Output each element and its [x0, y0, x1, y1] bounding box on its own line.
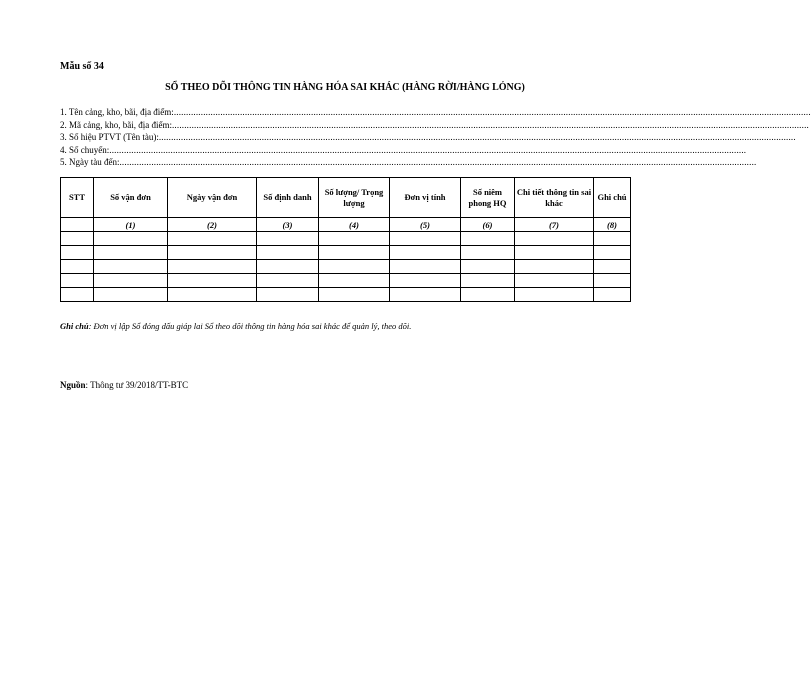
column-header: Ngày vận đơn [168, 178, 257, 218]
column-header: Ghi chú [594, 178, 631, 218]
column-number: (4) [319, 218, 390, 232]
source-text: : Thông tư 39/2018/TT-BTC [85, 380, 189, 390]
field-label: 2. Mã cảng, kho, bãi, địa điểm: [60, 119, 172, 130]
note-label: Ghi chú [60, 321, 89, 331]
dotted-line: .................................................................................................................................................................................................................................................................... [173, 107, 811, 118]
column-number: (2) [168, 218, 257, 232]
discrepancy-table [60, 177, 631, 302]
note-text: : Đơn vị lập Sổ đóng dấu giáp lai Sổ theo dõi thông tin hàng hóa sai khác để quản lý, theo dõi. [88, 321, 412, 331]
column-header: STT [61, 178, 94, 218]
column-number: (5) [390, 218, 461, 232]
note [60, 321, 630, 331]
column-header: Số định danh [257, 178, 319, 218]
field-voyage-number [60, 143, 747, 155]
table-row [61, 274, 631, 288]
source [60, 380, 188, 390]
discrepancy-table-wrap [60, 177, 630, 302]
info-fields [60, 106, 811, 168]
table-row [61, 246, 631, 260]
dotted-line: .................................................................................................................................................................................................................................................................... [158, 132, 796, 143]
table-header-row [61, 178, 631, 218]
column-number: (6) [461, 218, 515, 232]
field-port-name [60, 106, 811, 118]
document-title: SỔ THEO DÕI THÔNG TIN HÀNG HÓA SAI KHÁC (HÀNG RỜI/HÀNG LỎNG) [165, 82, 525, 93]
field-label: 5. Ngày tàu đến: [60, 156, 120, 167]
dotted-line: .................................................................................................................................................................................................................................................................... [119, 156, 757, 167]
field-port-code [60, 118, 809, 130]
column-header: Số vận đơn [94, 178, 168, 218]
column-number: (7) [515, 218, 594, 232]
source-label: Nguồn [60, 380, 86, 390]
column-header: Đơn vị tính [390, 178, 461, 218]
field-arrival-date [60, 156, 757, 168]
column-header: Số lượng/ Trọng lượng [319, 178, 390, 218]
column-number [61, 218, 94, 232]
dotted-line: .................................................................................................................................................................................................................................................................... [171, 119, 809, 130]
column-header: Số niêm phong HQ [461, 178, 515, 218]
column-header: Chi tiết thông tin sai khác [515, 178, 594, 218]
table-row [61, 288, 631, 302]
column-number: (1) [94, 218, 168, 232]
field-label: 3. Số hiệu PTVT (Tên tàu): [60, 132, 159, 143]
field-label: 1. Tên cảng, kho, bãi, địa điểm: [60, 107, 174, 118]
dotted-line: .................................................................................................................................................................................................................................................................... [109, 144, 747, 155]
form-code: Mẫu số 34 [60, 61, 104, 72]
column-number: (3) [257, 218, 319, 232]
column-number: (8) [594, 218, 631, 232]
field-label: 4. Số chuyến: [60, 144, 110, 155]
table-row [61, 260, 631, 274]
table-row [61, 232, 631, 246]
column-number-row [61, 218, 631, 232]
field-vessel-id [60, 131, 796, 143]
